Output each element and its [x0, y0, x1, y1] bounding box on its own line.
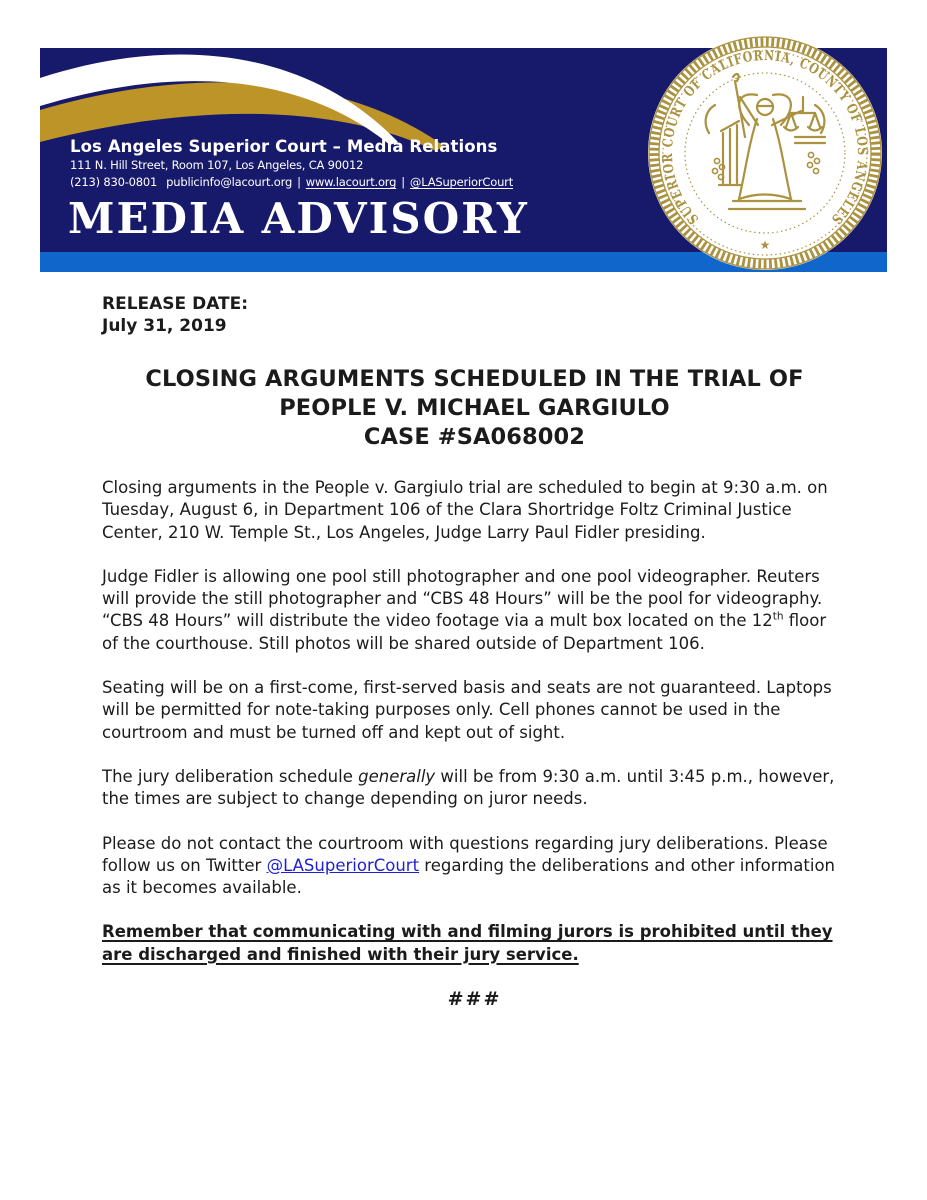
body-twitter-link[interactable]: @LASuperiorCourt [266, 855, 420, 875]
release-block [102, 293, 847, 337]
contact-text-2: regarding the deliberations and other information as it becomes available. [102, 855, 835, 898]
header-twitter-link[interactable]: @LASuperiorCourt [409, 175, 514, 189]
ordinal-superscript: th [772, 610, 784, 623]
header-contact-block [70, 136, 513, 191]
court-seal [645, 33, 885, 273]
paragraph-media-pool [102, 566, 847, 655]
org-title: Los Angeles Superior Court – Media Relations [70, 137, 498, 156]
contact-line [70, 174, 513, 191]
paragraph-media-pool-text-2: floor of the courthouse. Still photos will be shared outside of Department 106. [102, 611, 827, 653]
headline-line-2: PEOPLE V. MICHAEL GARGIULO [279, 395, 670, 421]
paragraph-contact-instructions [102, 833, 847, 900]
release-date-value: July 31, 2019 [102, 316, 227, 336]
website-link[interactable]: www.lacourt.org [305, 175, 397, 189]
deliberation-text-2: will be from 9:30 a.m. until 3:45 p.m., however, the times are subject to change depending on juror needs. [102, 766, 835, 809]
paragraph-media-pool-text: Judge Fidler is allowing one pool still photographer and one pool videographer. Reuters will provide the still photographer and “CBS 48 Hours” will be the pool for videography. “CBS 48 Hours” will distribute the video footage via a mult box located on the 12 [102, 566, 823, 631]
generally-italic: generally [358, 766, 436, 786]
paragraph-closing-arguments: Closing arguments in the People v. Gargiulo trial are scheduled to begin at 9:30 a.m. on Tuesday, August 6, in Department 106 of the Clara Shortridge Foltz Criminal Justice Center, 210 W. Temple St., Los Angeles, Judge Larry Paul Fidler presiding. [102, 478, 828, 542]
seal-circular-text: SUPERIOR COURT OF CALIFORNIA, COUNTY OF LOS ANGELES [659, 47, 871, 230]
email-address: publicinfo@lacourt.org [166, 175, 293, 189]
end-mark: ### [447, 988, 502, 1011]
media-advisory-banner-title: MEDIA ADVISORY [68, 194, 529, 243]
seal-star: ★ [759, 238, 771, 252]
contact-text-1: Please do not contact the courtroom with questions regarding jury deliberations. Please follow us on Twitter [102, 833, 828, 875]
paragraph-deliberation-schedule [102, 766, 847, 811]
document-body [102, 293, 847, 1010]
headline-line-3: CASE #SA068002 [363, 424, 586, 450]
paragraph-seating-rules: Seating will be on a first-come, first-served basis and seats are not guaranteed. Laptops will be permitted for note-taking purposes only. Cell phones cannot be used in the courtroom and must be turned off and kept out of sight. [102, 678, 832, 742]
separator: | [297, 175, 301, 189]
deliberation-text-1: The jury deliberation schedule [102, 766, 359, 786]
release-date-label: RELEASE DATE: [102, 294, 249, 314]
headline-line-1: CLOSING ARGUMENTS SCHEDULED IN THE TRIAL OF [145, 366, 804, 392]
org-address: 111 N. Hill Street, Room 107, Los Angeles, CA 90012 [70, 158, 364, 172]
advisory-headline [102, 365, 847, 452]
paragraph-juror-warning: Remember that communicating with and filming jurors is prohibited until they are discharged and finished with their jury service. [102, 922, 833, 964]
phone-number: (213) 830-0801 [70, 175, 158, 189]
separator: | [401, 175, 405, 189]
